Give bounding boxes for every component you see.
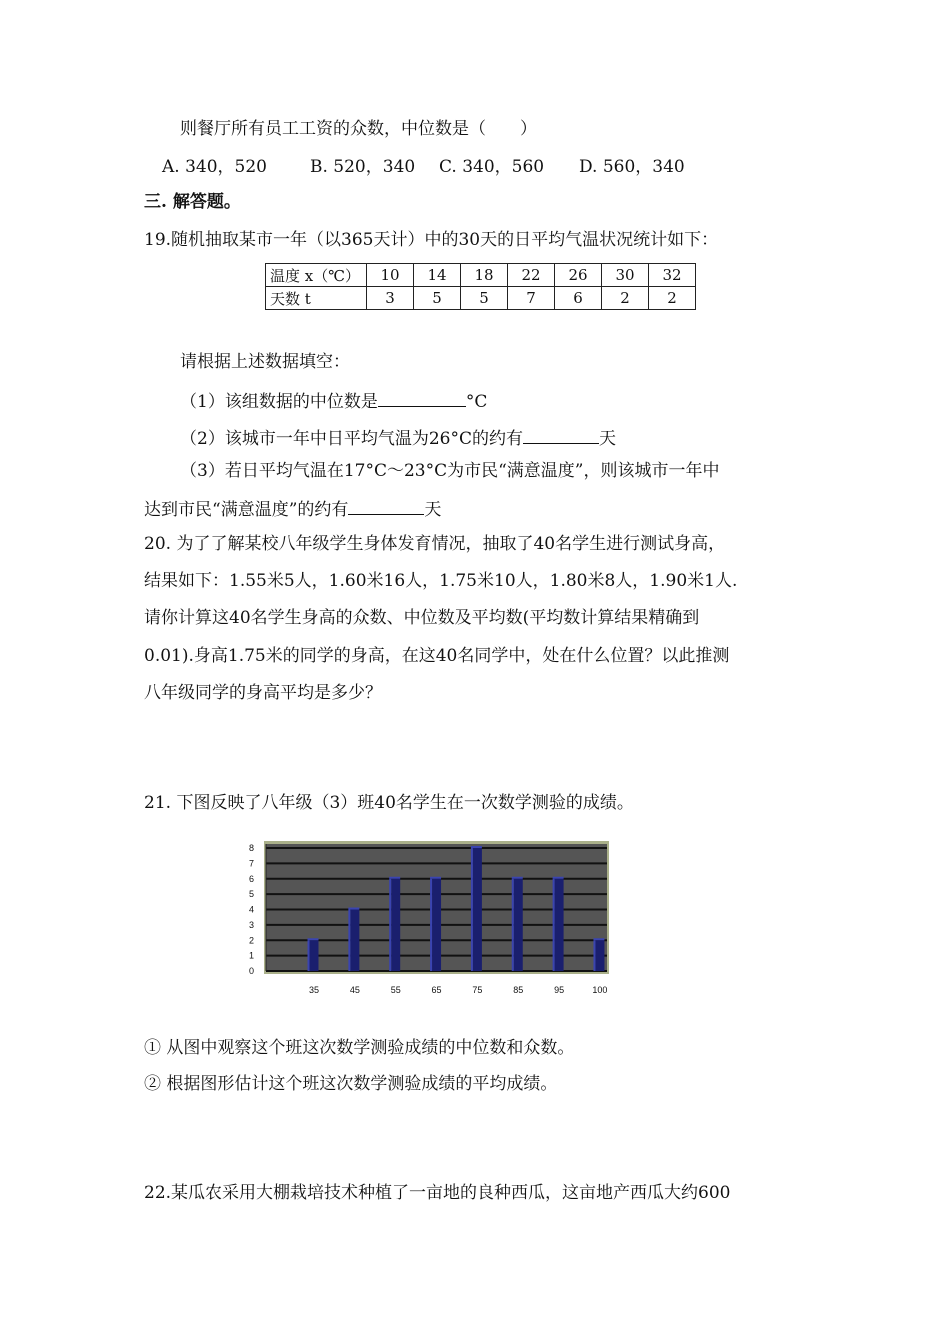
table-cell: 14 [414, 264, 461, 287]
x-tick-label: 35 [308, 985, 320, 995]
bar-top [389, 877, 400, 879]
prev-question-stem: 则餐厅所有员工工资的众数，中位数是（ ） [180, 119, 537, 139]
bar-top [553, 877, 564, 879]
table-cell: 2 [649, 287, 696, 310]
answer-blank[interactable] [348, 496, 424, 515]
table-cell: 10 [367, 264, 414, 287]
q19-part1-unit: °C [465, 392, 488, 412]
table-row [266, 264, 696, 287]
bar-top [348, 908, 359, 910]
bar-side [512, 879, 514, 971]
table-cell: 18 [461, 264, 508, 287]
table-cell: 26 [555, 264, 602, 287]
q19-part3-text: 达到市民“满意温度”的约有 [144, 500, 349, 520]
x-tick-label: 65 [431, 985, 442, 995]
q20-line-2: 结果如下：1.55米5人，1.60米16人，1.75米10人，1.80米8人，1.90米1人. [144, 571, 738, 591]
q19-part3-unit: 天 [424, 500, 442, 520]
y-tick-label: 7 [248, 858, 254, 869]
y-tick-label: 2 [248, 935, 254, 946]
table-cell: 5 [461, 287, 508, 310]
bar-side [593, 940, 595, 971]
table-header-days: 天数 t [266, 287, 367, 310]
section-title: 三. 解答题。 [144, 192, 241, 212]
y-tick-label: 1 [248, 950, 254, 961]
q19-fill-intro: 请根据上述数据填空： [180, 352, 350, 372]
score-bar-chart [240, 838, 620, 1003]
q19-part2-unit: 天 [598, 429, 616, 449]
q19-part3-line2 [144, 496, 441, 521]
q20-line-1: 20. 为了了解某校八年级学生身体发育情况，抽取了40名学生进行测试身高， [144, 534, 726, 554]
table-row [266, 287, 696, 310]
bar [350, 910, 359, 972]
bar-side [553, 879, 555, 971]
q21-stem: 21. 下图反映了八年级（3）班40名学生在一次数学测验的成绩。 [144, 793, 634, 813]
bar [514, 879, 523, 971]
bar-side [389, 879, 391, 971]
q19-part2-text: （2）该城市一年中日平均气温为26°C的约有 [180, 429, 523, 449]
table-header-temperature: 温度 x（℃） [266, 264, 367, 287]
bar [391, 879, 400, 971]
table-cell: 2 [602, 287, 649, 310]
answer-blank[interactable] [378, 388, 466, 407]
bar [432, 879, 441, 971]
bar-side [348, 910, 350, 972]
x-tick-label: 95 [554, 985, 565, 995]
bar-side [308, 940, 310, 971]
y-tick-label: 6 [248, 873, 254, 884]
q22-stem: 22.某瓜农采用大棚栽培技术种植了一亩地的良种西瓜，这亩地产西瓜大约600 [144, 1183, 731, 1203]
option-a: A. 340，520 [162, 157, 267, 177]
bar-top [512, 877, 523, 879]
q19-part1 [180, 388, 487, 413]
x-tick-label: 85 [513, 985, 524, 995]
answer-blank[interactable] [523, 425, 599, 444]
table-cell: 32 [649, 264, 696, 287]
bar [310, 940, 319, 971]
temperature-table [265, 263, 696, 310]
bar-top [471, 846, 482, 848]
y-tick-label: 5 [248, 889, 254, 900]
bar [595, 940, 604, 971]
q19-stem: 19.随机抽取某市一年（以365天计）中的30天的日平均气温状况统计如下： [144, 230, 719, 250]
q21-sub2: ② 根据图形估计这个班这次数学测验成绩的平均成绩。 [144, 1074, 558, 1094]
table-cell: 5 [414, 287, 461, 310]
bar-side [471, 848, 473, 971]
bar-top [308, 938, 319, 940]
x-tick-label: 75 [472, 985, 483, 995]
y-tick-label: 8 [248, 843, 254, 853]
x-tick-label: 55 [390, 985, 401, 995]
option-d: D. 560，340 [579, 157, 685, 177]
option-b: B. 520，340 [310, 157, 416, 177]
y-tick-label: 0 [248, 966, 254, 976]
bar-top [593, 938, 604, 940]
table-cell: 30 [602, 264, 649, 287]
q20-line-5: 八年级同学的身高平均是多少？ [144, 683, 382, 703]
q19-part3-line1: （3）若日平均气温在17°C～23°C为市民“满意温度”，则该城市一年中 [180, 461, 720, 481]
y-tick-label: 4 [248, 904, 254, 915]
q21-sub1: ① 从图中观察这个班这次数学测验成绩的中位数和众数。 [144, 1038, 575, 1058]
prev-question-options [162, 156, 722, 178]
bar-side [430, 879, 432, 971]
bar [473, 848, 482, 971]
table-cell: 22 [508, 264, 555, 287]
y-tick-label: 3 [248, 919, 254, 930]
table-cell: 7 [508, 287, 555, 310]
x-tick-label: 100 [592, 985, 608, 995]
q20-line-3: 请你计算这40名学生身高的众数、中位数及平均数(平均数计算结果精确到 [144, 608, 700, 628]
bar-top [430, 877, 441, 879]
q20-line-4: 0.01).身高1.75米的同学的身高，在这40名同学中，处在什么位置？以此推测 [144, 646, 730, 666]
option-c: C. 340，560 [439, 157, 545, 177]
q19-part1-text: （1）该组数据的中位数是 [180, 392, 378, 412]
table-cell: 6 [555, 287, 602, 310]
x-tick-label: 45 [349, 985, 360, 995]
q19-part2 [180, 425, 616, 450]
table-cell: 3 [367, 287, 414, 310]
bar [555, 879, 564, 971]
